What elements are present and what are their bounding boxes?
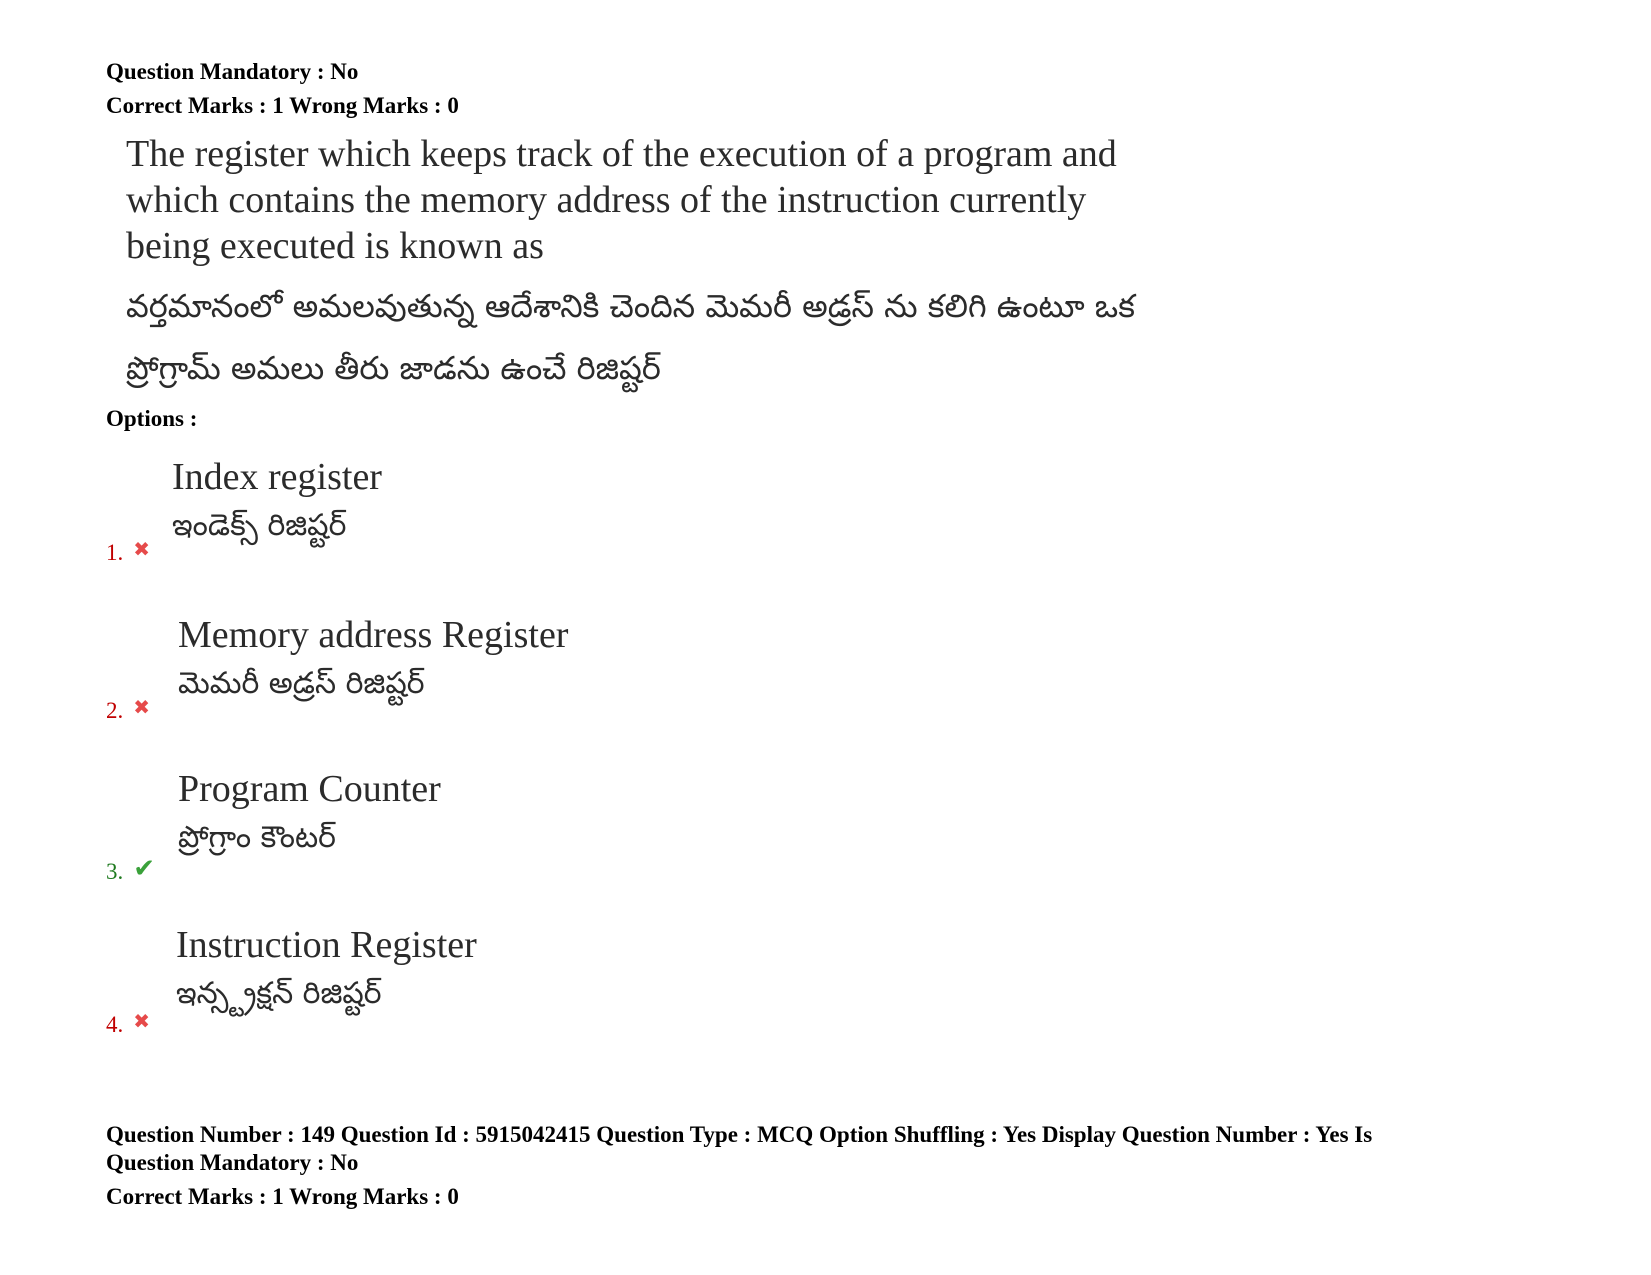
cross-icon: ✖ [133, 1009, 151, 1033]
option-english: Index register [172, 456, 382, 498]
option-content [178, 612, 568, 710]
option-english: Program Counter [178, 768, 441, 810]
option-number: 2. [106, 698, 124, 723]
next-question-marks: Correct Marks : 1 Wrong Marks : 0 [106, 1184, 459, 1209]
option-marker [106, 856, 155, 886]
cross-icon: ✖ [133, 695, 151, 719]
question-telugu-line: ప్రోగ్రామ్ అమలు తీరు జాడను ఉంచే రిజిష్టర్ [126, 349, 661, 387]
option-marker [106, 537, 151, 566]
question-mandatory: Question Mandatory : No [106, 59, 359, 84]
option-telugu: ప్రోగ్రాం కౌంటర్ [178, 820, 336, 855]
next-question-info: Question Number : 149 Question Id : 5915042415 Question Type : MCQ Option Shuffling : Yes Display Question Number : Yes Is [106, 1122, 1373, 1147]
option-number: 4. [106, 1012, 124, 1037]
option-english: Instruction Register [176, 924, 477, 966]
option-telugu: ఇన్స్ట్రక్షన్ రిజిష్టర్ [176, 976, 382, 1011]
cross-icon: ✖ [133, 537, 151, 561]
option-marker [106, 695, 151, 724]
option-content [178, 766, 441, 864]
options-heading: Options : [106, 406, 198, 431]
option-telugu: ఇండెక్స్ రిజిష్టర్ [172, 508, 347, 543]
option-marker [106, 1009, 151, 1038]
next-question-mandatory: Question Mandatory : No [106, 1150, 359, 1175]
check-icon: ✔ [133, 854, 156, 884]
marks-info: Correct Marks : 1 Wrong Marks : 0 [106, 93, 459, 118]
option-telugu: మెమరీ అడ్రస్ రిజిష్టర్ [178, 666, 425, 701]
question-english-line: being executed is known as [126, 225, 544, 267]
option-number: 1. [106, 540, 124, 565]
option-content [172, 454, 382, 552]
option-number: 3. [106, 859, 124, 884]
question-telugu [126, 275, 1246, 399]
question-text [126, 131, 1246, 399]
question-telugu-line: వర్తమానంలో అమలవుతున్న ఆదేశానికి చెందిన మెమరీ అడ్రస్ ను కలిగి ఉంటూ ఒక [126, 287, 1135, 325]
question-english-line: which contains the memory address of the instruction currently [126, 179, 1087, 221]
option-content [176, 922, 477, 1020]
question-english-line: The register which keeps track of the execution of a program and [126, 133, 1117, 175]
question-english [126, 131, 1246, 269]
option-english: Memory address Register [178, 614, 569, 656]
